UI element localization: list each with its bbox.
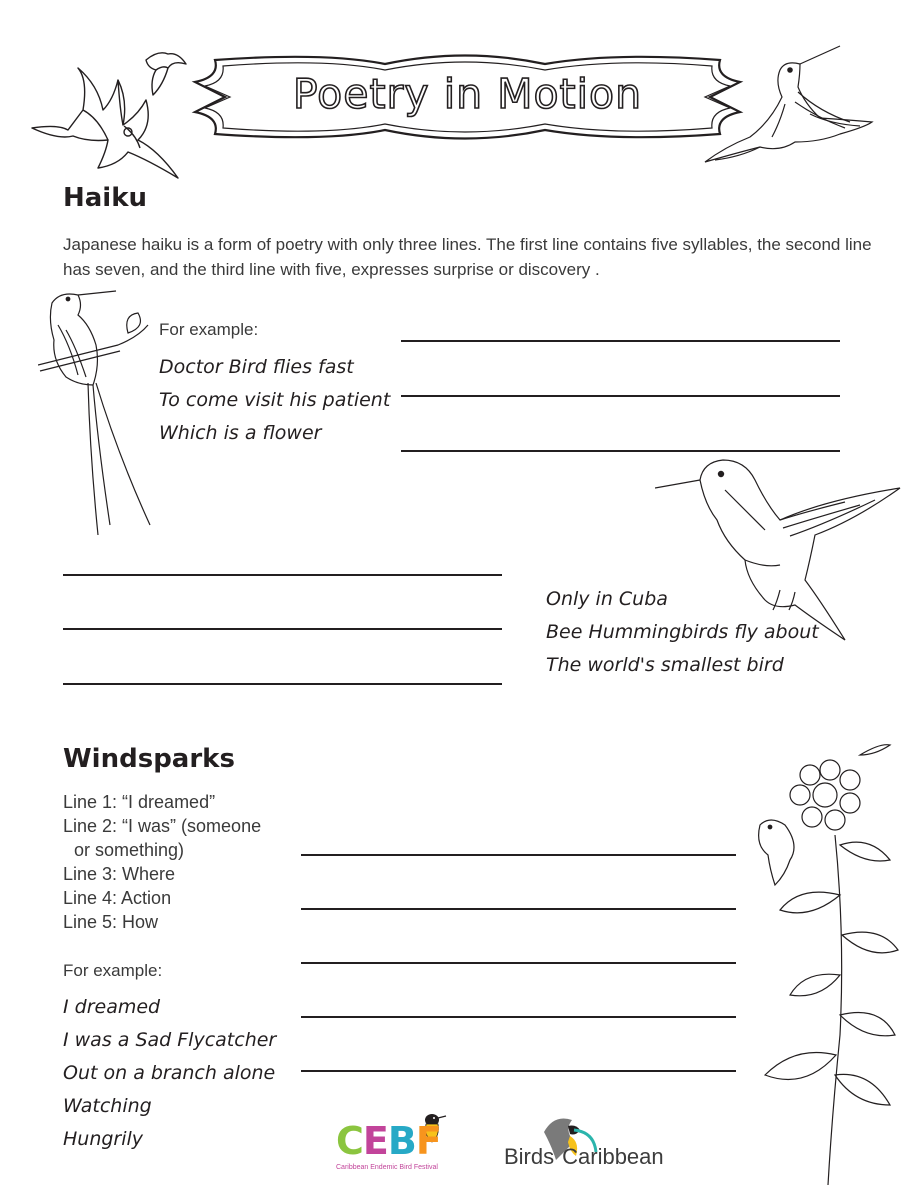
cebf-letter-e: E [362,1119,388,1163]
windsparks-rule-5: Line 5: How [63,912,159,932]
haiku-writing-line-1[interactable] [401,340,840,342]
haiku-example-line-1: Doctor Bird flies fast [159,356,354,378]
haiku-example2-line-2: Bee Hummingbirds fly about [546,621,819,643]
cebf-letter-b: B [387,1119,416,1163]
birds-caribbean-text-left: Birds [504,1144,555,1169]
windsparks-heading: Windsparks [63,744,235,774]
haiku-example-line-2: To come visit his patient [159,389,391,411]
cebf-subtitle: Caribbean Endemic Bird Festival [336,1164,438,1171]
windsparks-writing-line-3[interactable] [301,962,736,964]
windsparks-example-label: For example: [63,961,163,980]
page-title: Poetry in Motion [292,70,643,118]
windsparks-rule-3: Line 3: Where [63,864,176,884]
windsparks-writing-line-2[interactable] [301,908,736,910]
haiku-writing-line-4[interactable] [63,574,502,576]
flower-and-bird-illustration [740,735,900,1185]
birds-caribbean-text-right: Caribbean [562,1144,664,1169]
cebf-logo [336,1108,456,1178]
windsparks-rule-2: Line 2: “I was” (someone [63,816,262,836]
haiku-intro: Japanese haiku is a form of poetry with only three lines. The first line contains five syllables, the second line has seven, and the third line with five, expresses surprise or discovery . [63,235,872,279]
flying-birds-illustration [28,40,188,180]
windsparks-example-line-1: I dreamed [63,996,161,1018]
haiku-example-line-3: Which is a flower [159,422,322,444]
haiku-example2-line-1: Only in Cuba [546,588,668,610]
cebf-letter-c: C [336,1119,363,1163]
streamertail-illustration [38,285,163,545]
windsparks-example-line-3: Out on a branch alone [63,1062,276,1084]
haiku-heading: Haiku [63,183,148,213]
windsparks-rules [63,790,303,934]
haiku-example2-line-3: The world's smallest bird [546,654,784,676]
windsparks-rule-4: Line 4: Action [63,888,172,908]
windsparks-rule-1: Line 1: “I dreamed” [63,792,216,812]
windsparks-example-line-4: Watching [63,1095,152,1117]
cebf-letter-f: F [415,1119,441,1163]
bee-hummingbird-illustration [655,450,905,650]
windsparks-rule-2-cont: or something) [74,840,185,860]
windsparks-example-line-5: Hungrily [63,1128,144,1150]
haiku-writing-line-2[interactable] [401,395,840,397]
haiku-example-label: For example: [159,320,259,339]
windsparks-writing-line-1[interactable] [301,854,736,856]
haiku-writing-line-6[interactable] [63,683,502,685]
haiku-writing-line-5[interactable] [63,628,502,630]
birds-caribbean-logo [504,1112,674,1172]
hummingbird-top-illustration [700,42,875,167]
windsparks-writing-line-4[interactable] [301,1016,736,1018]
windsparks-example-line-2: I was a Sad Flycatcher [63,1029,277,1051]
windsparks-writing-line-5[interactable] [301,1070,736,1072]
